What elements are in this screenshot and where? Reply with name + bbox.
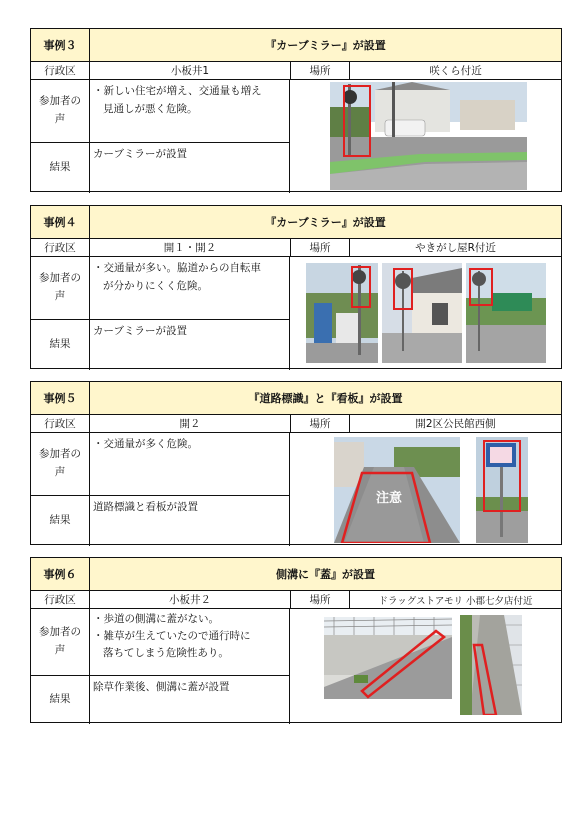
case-number: 事例６ (31, 558, 90, 590)
place-label: 場所 (291, 415, 350, 432)
info-row (31, 62, 561, 80)
voice-text: ・歩道の側溝に蓋がない。 ・雑草が生えていたので通行時に 落ちてしまう危険性あり。 (93, 613, 251, 659)
info-row (31, 591, 561, 609)
result-label: 結果 (31, 320, 90, 370)
photo-mirror-1 (306, 263, 378, 363)
result-text: 道路標識と看板が設置 (93, 501, 198, 513)
result-text: 除草作業後、側溝に蓋が設置 (93, 681, 230, 693)
case-header (31, 206, 561, 239)
info-row (31, 415, 561, 433)
info-row (31, 239, 561, 257)
voice-text: ・交通量が多く危険。 (93, 438, 198, 450)
voice-label: 参加者の 声 (31, 609, 90, 675)
case-6 (30, 557, 562, 723)
photo-mirror-3 (466, 263, 546, 363)
photo-gutter-cover-1 (324, 617, 452, 699)
voice-label: 参加者の 声 (31, 433, 90, 495)
photo-road-marking (334, 437, 460, 543)
case-number: 事例５ (31, 382, 90, 414)
result-label: 結果 (31, 143, 90, 193)
district-value: 小板井1 (90, 62, 291, 79)
voice-label: 参加者の 声 (31, 257, 90, 319)
case-number: 事例３ (31, 29, 90, 61)
place-label: 場所 (291, 591, 350, 608)
place-value: ドラッグストアモリ 小郡七夕店付近 (378, 595, 533, 607)
case-3 (30, 28, 562, 192)
voice-text: ・交通量が多い。脇道からの自転車 が分かりにくく危険。 (93, 262, 261, 293)
photo-curve-mirror-street (330, 82, 527, 190)
case-4 (30, 205, 562, 369)
photo-signboard (476, 437, 528, 543)
district-label: 行政区 (31, 591, 90, 608)
place-value: やきがし屋R付近 (415, 242, 496, 254)
case-title: 『道路標識』と『看板』が設置 (90, 382, 561, 414)
case-header (31, 29, 561, 62)
result-label: 結果 (31, 676, 90, 724)
case-title: 『カーブミラー』が設置 (90, 206, 561, 238)
case-header (31, 382, 561, 415)
district-label: 行政区 (31, 415, 90, 432)
voice-text: ・新しい住宅が増え、交通量も増え 見通しが悪く危険。 (93, 85, 262, 116)
photo-gutter-cover-2 (460, 615, 522, 715)
district-value: 開１・開２ (90, 239, 291, 256)
place-label: 場所 (291, 62, 350, 79)
place-value: 開2区公民館西側 (415, 418, 496, 430)
road-marking-text: 注意 (375, 491, 403, 506)
district-label: 行政区 (31, 239, 90, 256)
result-text: カーブミラーが設置 (93, 325, 187, 337)
district-label: 行政区 (31, 62, 90, 79)
voice-label: 参加者の 声 (31, 80, 90, 142)
result-text: カーブミラーが設置 (93, 148, 187, 160)
place-label: 場所 (291, 239, 350, 256)
case-number: 事例４ (31, 206, 90, 238)
case-title: 『カーブミラー』が設置 (90, 29, 561, 61)
case-5 (30, 381, 562, 545)
case-title: 側溝に『蓋』が設置 (90, 558, 561, 590)
photo-mirror-2 (382, 263, 462, 363)
district-value: 開２ (90, 415, 291, 432)
case-header (31, 558, 561, 591)
district-value: 小板井２ (90, 591, 291, 608)
result-label: 結果 (31, 496, 90, 546)
place-value: 咲くら付近 (429, 65, 482, 77)
